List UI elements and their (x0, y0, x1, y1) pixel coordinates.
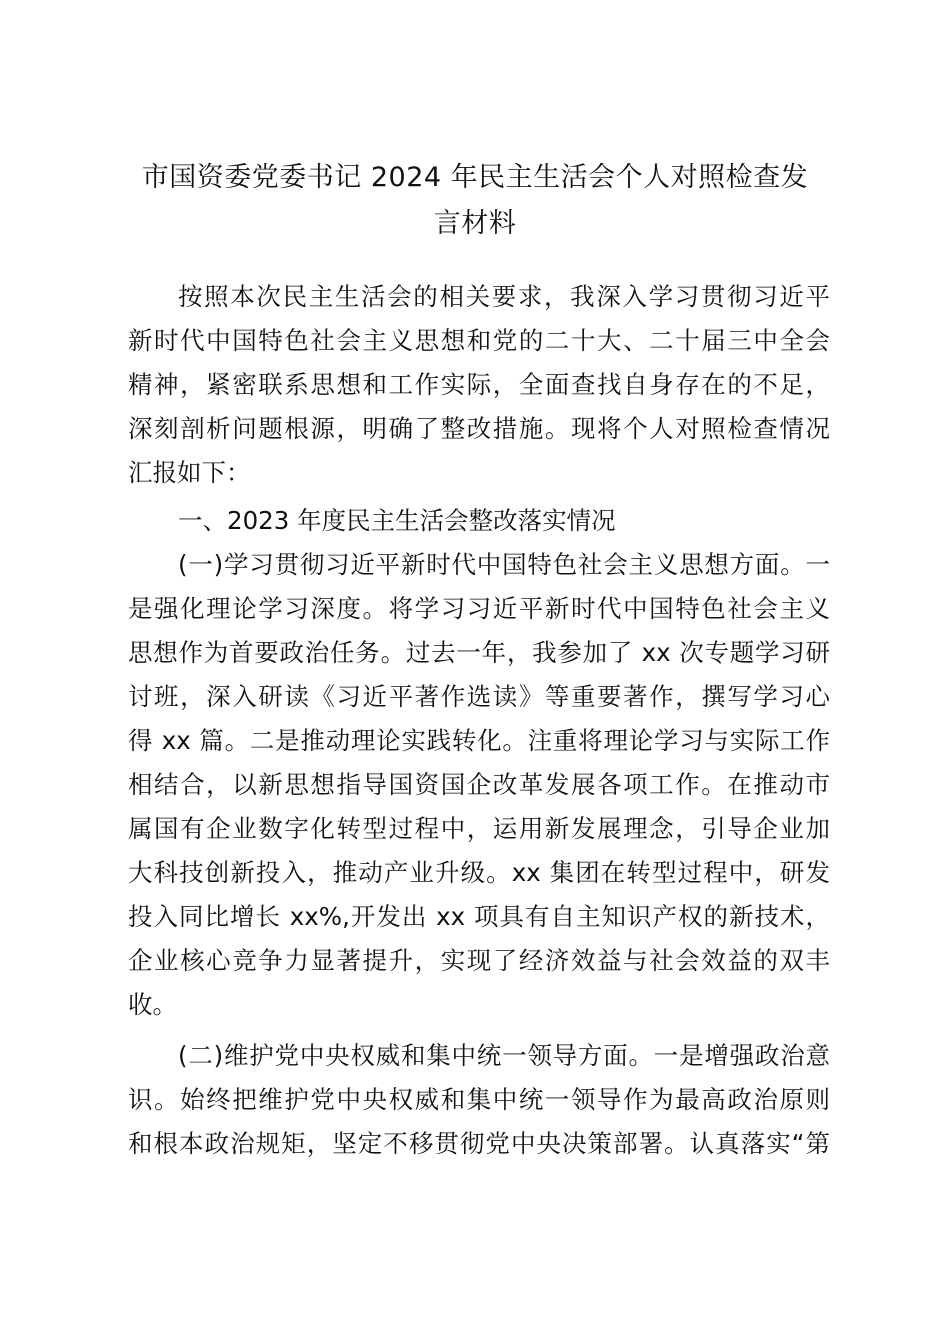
paragraph-line: 汇报如下： (128, 458, 251, 487)
paragraph-line: 属国有企业数字化转型过程中，运用新发展理念，引导企业加 (128, 814, 830, 843)
paragraph-line: 是强化理论学习深度。将学习习近平新时代中国特色社会主义 (128, 594, 830, 623)
paragraph-line: 讨班，深入研读《习近平著作选读》等重要著作，撰写学习心 (128, 682, 830, 711)
paragraph-line: 识。始终把维护党中央权威和集中统一领导作为最高政治原则 (128, 1085, 830, 1114)
paragraph-line: (一)学习贯彻习近平新时代中国特色社会主义思想方面。一 (178, 550, 830, 579)
document-title-line-1: 市国资委党委书记 2024 年民主生活会个人对照检查发 (141, 162, 809, 193)
paragraph-line: 新时代中国特色社会主义思想和党的二十大、二十届三中全会 (128, 326, 830, 355)
paragraph-line: 深刻剖析问题根源，明确了整改措施。现将个人对照检查情况 (128, 414, 830, 443)
paragraph-line: 相结合，以新思想指导国资国企改革发展各项工作。在推动市 (128, 770, 830, 799)
paragraph-line: 思想作为首要政治任务。过去一年，我参加了 xx 次专题学习研 (128, 638, 830, 667)
paragraph-line: 投入同比增长 xx%,开发出 xx 项具有自主知识产权的新技术， (128, 902, 830, 931)
paragraph-line: 大科技创新投入，推动产业升级。xx 集团在转型过程中，研发 (128, 858, 830, 887)
paragraph-line: 精神，紧密联系思想和工作实际，全面查找自身存在的不足， (128, 370, 830, 399)
paragraph-line: 得 xx 篇。二是推动理论实践转化。注重将理论学习与实际工作 (128, 726, 830, 755)
paragraph-line: 按照本次民主生活会的相关要求，我深入学习贯彻习近平 (178, 282, 830, 311)
section-heading: 一、2023 年度民主生活会整改落实情况 (178, 506, 616, 535)
paragraph-line: 企业核心竞争力显著提升，实现了经济效益与社会效益的双丰 (128, 946, 830, 975)
document-title-line-2: 言材料 (433, 208, 517, 239)
paragraph-line: (二)维护党中央权威和集中统一领导方面。一是增强政治意 (178, 1041, 830, 1070)
paragraph-line: 和根本政治规矩，坚定不移贯彻党中央决策部署。认真落实“第 (128, 1129, 830, 1158)
paragraph-line: 收。 (128, 990, 177, 1019)
